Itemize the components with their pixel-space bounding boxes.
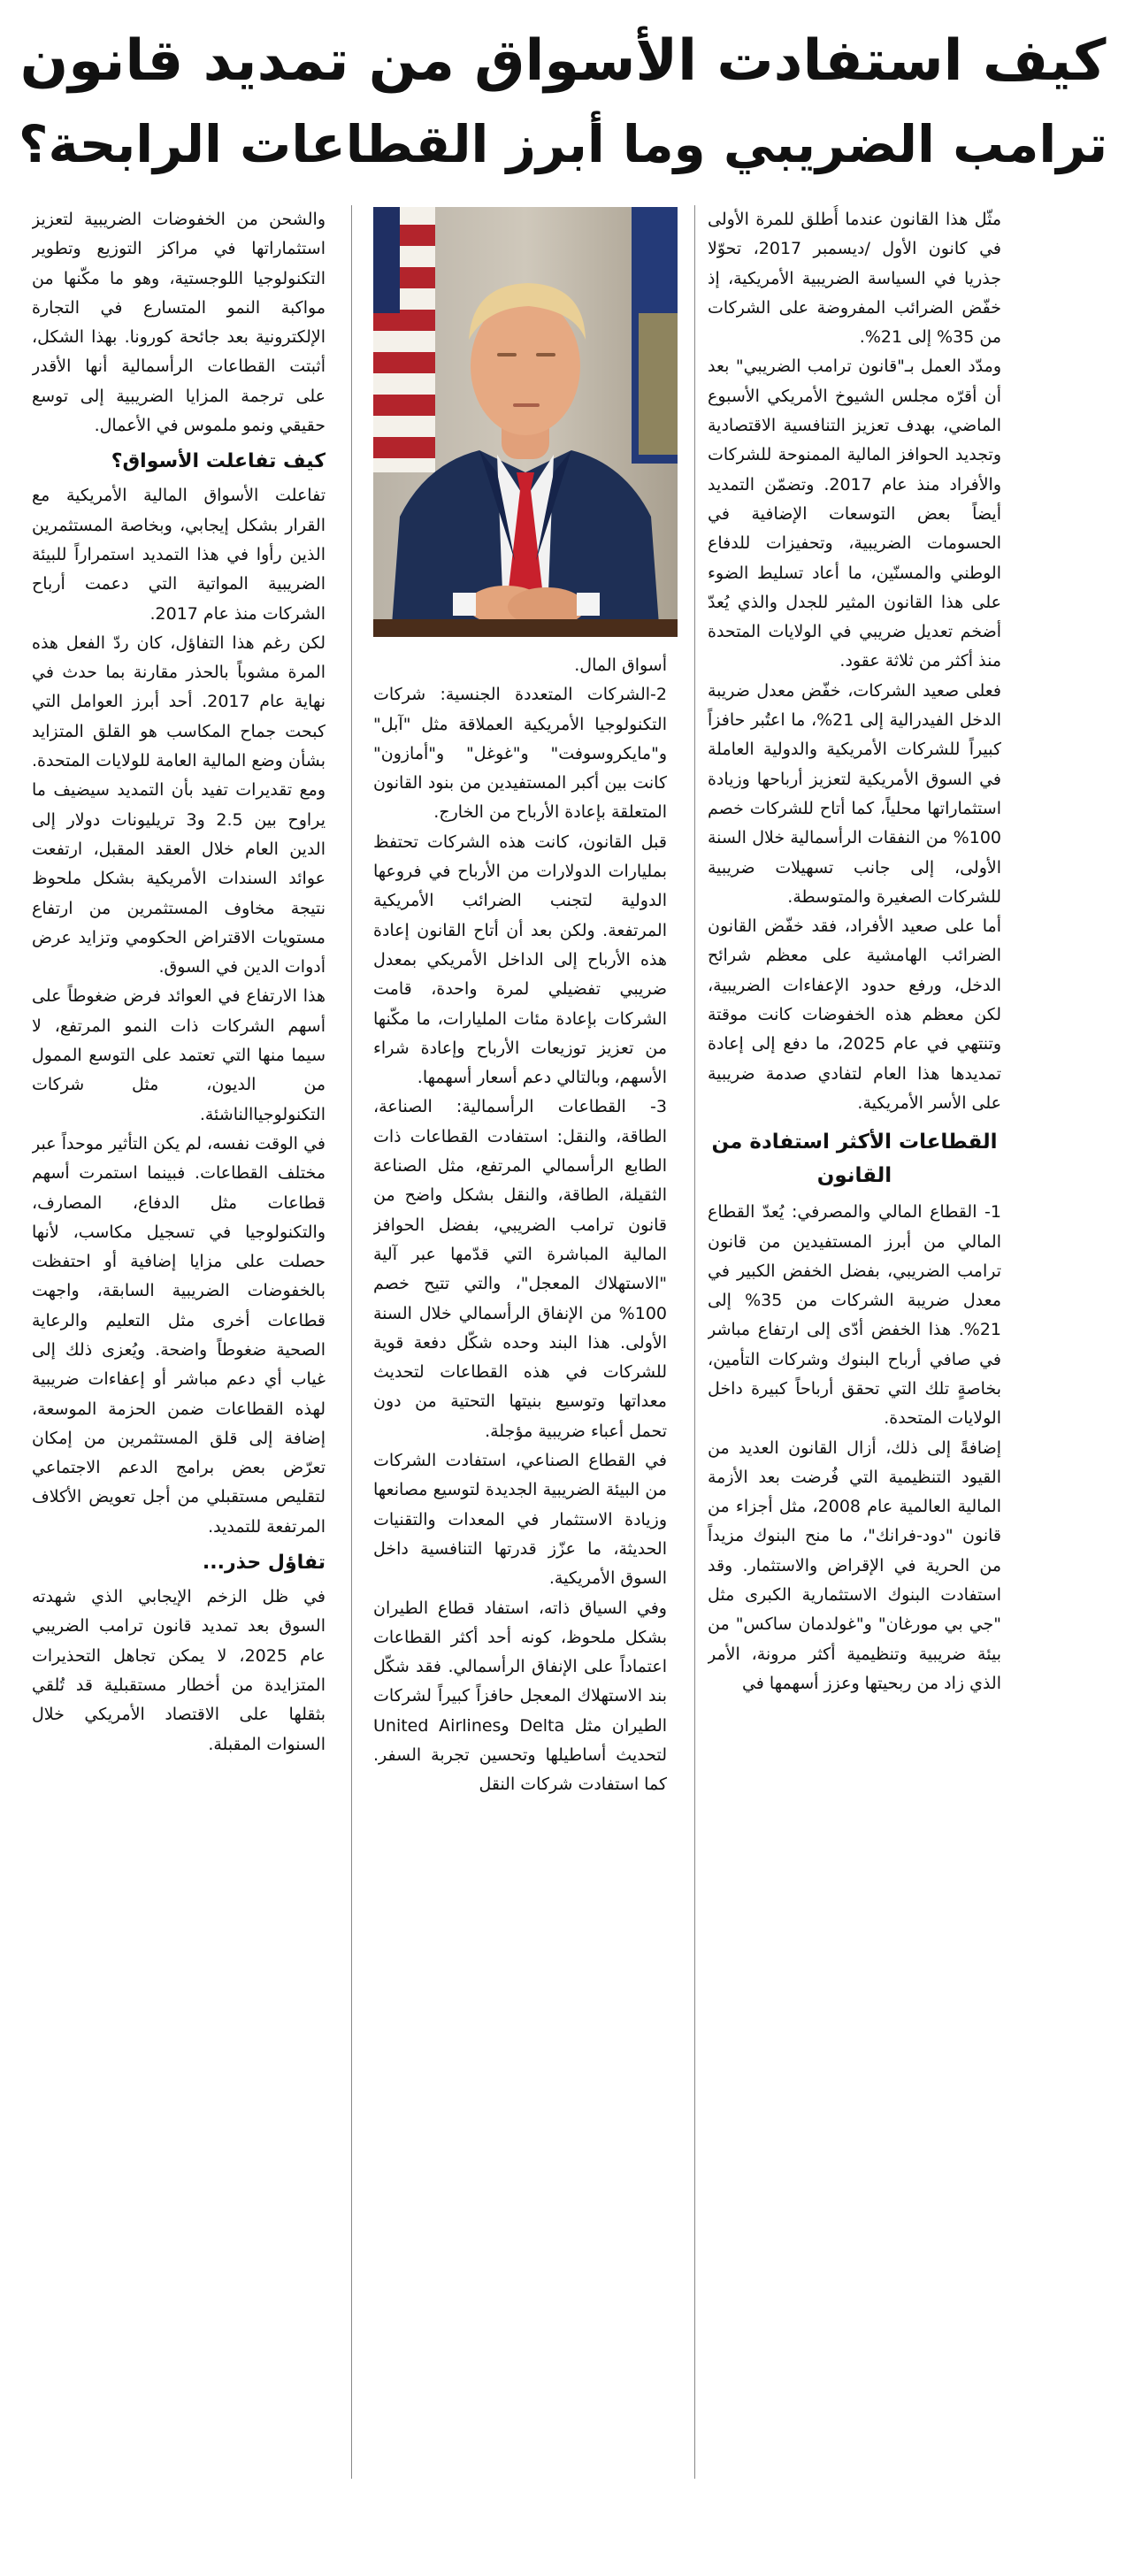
section-heading: كيف تفاعلت الأسواق؟ — [111, 450, 326, 473]
article-paragraph: 1- القطاع المالي والمصرفي: يُعدّ القطاع المالي من أبرز المستفيدين من قانون ترامب الضريبي، بفضل الخفض الكبير في معدل ضريبة الشركات من 35% إلى 21%. هذا الخفض أدّى إلى ارتفاع مباشر في صافي أرباح البنوك وشركات التأمين، بخاصةٍ تلك التي تحقق أرباحاً كبيرة داخل الولايات المتحدة. — [708, 1202, 1001, 1429]
article-paragraph: تفاعلت الأسواق المالية الأمريكية مع القرار بشكل إيجابي، وبخاصة المستثمرين الذين رأوا في هذا التمديد استمراراً للبيئة الضريبية المواتية التي دعمت أرباح الشركات منذ عام 2017. — [32, 486, 326, 624]
column-divider-left — [351, 205, 352, 2479]
section-heading: تفاؤل حذر... — [202, 1552, 326, 1575]
article-paragraph: أما على صعيد الأفراد، فقد خفّض القانون الضرائب الهامشية على معظم شرائح الدخل، ورفع حدود الإعفاءات الضريبية، لكن معظم هذه الخفوضات كانت موقتة وتنتهي في عام 2025، ما دفع إلى إعادة تمديدها هذا العام لتفادي صدمة ضريبية على الأسر الأمريكية. — [708, 916, 1001, 1113]
article-column-middle — [373, 651, 667, 2574]
article-paragraph: 3- القطاعات الرأسمالية: الصناعة، الطاقة، والنقل: استفادت القطاعات ذات الطابع الرأسمالي المرتفع، مثل الصناعة الثقيلة، الطاقة، والنقل بشكل واضح من قانون ترامب الضريبي، بفضل الحوافز المالية المباشرة التي قدّمها عبر آلية "الاستهلاك المعجل"، والتي تتيح خصم 100% من الإنفاق الرأسمالي خلال السنة الأولى. هذا البند وحده شكّل دفعة قوية للشركات في هذه القطاعات لتحديث معداتها وتوسيع بنيتها التحتية من دون تحمل أعباء ضريبية مؤجلة. — [373, 1097, 667, 1441]
article-paragraph: مثّل هذا القانون عندما أُطلق للمرة الأولى في كانون الأول /ديسمبر 2017، تحوّلا جذريا في السياسة الضريبية الأمريكية، إذ خفّض الضرائب المفروضة على الشركات من 35% إلى 21%. — [708, 210, 1001, 348]
headline-line-1: كيف استفادت الأسواق من تمديد قانون — [19, 28, 1107, 94]
column-divider-right — [694, 205, 695, 2479]
article-column-right — [708, 205, 1001, 2576]
article-paragraph: في الوقت نفسه، لم يكن التأثير موحداً عبر مختلف القطاعات. فبينما استمرت أسهم قطاعات مثل الدفاع، المصارف، والتكنولوجيا في تسجيل مكاسب، لأنها حصلت على مزايا إضافية أو احتفظت بالخفوضات الضريبية السابقة، واجهت قطاعات أخرى مثل التعليم والرعاية الصحية ضغوطاً واضحة. ويُعزى ذلك إلى غياب أي دعم مباشر أو إعفاءات ضريبية لهذه القطاعات ضمن الحزمة الموسعة، إضافة إلى قلق المستثمرين من إمكان تعرّض بعض برامج الدعم الاجتماعي لتقليص مستقبلي من أجل تعويض الأكلاف المرتفعة للتمديد. — [32, 1133, 326, 1537]
section-heading: القطاعات الأكثر استفادة من القانون — [711, 1131, 998, 1188]
article-paragraph: وفي السياق ذاته، استفاد قطاع الطيران بشكل ملحوظ، كونه أحد أكثر القطاعات اعتماداً على الإنفاق الرأسمالي. فقد شكّل بند الاستهلاك المعجل حافزاً كبيراً لشركات الطيران مثل Delta وUnited Airlines لتحديث أساطيلها وتحسين تجربة السفر. كما استفادت شركات النقل — [373, 1598, 667, 1795]
article-paragraph: فعلى صعيد الشركات، خفّض معدل ضريبة الدخل الفيدرالية إلى 21%، ما اعتُبر حافزاً كبيراً للشركات الأمريكية والدولية العاملة في السوق الأمريكية لتعزيز أرباحها وزيادة استثماراتها محلياً، كما أتاح للشركات خصم 100% من النفقات الرأسمالية خلال السنة الأولى، إلى جانب تسهيلات ضريبية للشركات الصغيرة والمتوسطة. — [708, 680, 1001, 907]
article-paragraph: في القطاع الصناعي، استفادت الشركات من البيئة الضريبية الجديدة لتوسيع مصانعها وزيادة الاستثمار في المعدات والتقنيات الحديثة، ما عزّز قدرتها التنافسية داخل السوق الأمريكية. — [373, 1451, 667, 1589]
article-paragraph: هذا الارتفاع في العوائد فرض ضغوطاً على أسهم الشركات ذات النمو المرتفع، لا سيما منها التي تعتمد على التوسع الممول من الديون، مثل شركات التكنولوجياالناشئة. — [32, 986, 326, 1124]
article-paragraph: إضافةً إلى ذلك، أزال القانون العديد من القيود التنظيمية التي فُرضت بعد الأزمة المالية العالمية عام 2008، مثل أجزاء من قانون "دود-فرانك"، ما منح البنوك مزيداً من الحرية في الإقراض والاستثمار. وقد استفادت البنوك الاستثمارية الكبرى مثل "جي بي مورغان" و"غولدمان ساكس" من بيئة ضريبية وتنظيمية أكثر مرونة، الأمر الذي زاد من ربحيتها وعزز أسهمها في — [708, 1438, 1001, 1693]
article-paragraph: ومدّد العمل بـ"قانون ترامب الضريبي" بعد أن أقرّه مجلس الشيوخ الأمريكي الأسبوع الماضي، بهدف تعزيز التنافسية الاقتصادية وتجديد الحوافز المالية الممنوحة للشركات والأفراد منذ عام 2017. وتضمّن التمديد أيضاً بعض التوسعات الإضافية في الحسومات الضريبية، وتحفيزات للدفاع الوطني والمسنّين، ما أعاد تسليط الضوء على هذا القانون المثير للجدل والذي يُعدّ أضخم تعديل ضريبي في الولايات المتحدة منذ أكثر من ثلاثة عقود. — [708, 356, 1001, 671]
article-paragraph: قبل القانون، كانت هذه الشركات تحتفظ بمليارات الدولارات من الأرباح في فروعها الدولية لتجنب الضرائب الأمريكية المرتفعة. ولكن بعد أن أتاح القانون إعادة هذه الأرباح إلى الداخل الأمريكي بمعدل ضريبي تفضيلي لمرة واحدة، قامت الشركات بإعادة مئات المليارات، ما مكّنها من تعزيز توزيعات الأرباح وإعادة شراء الأسهم، وبالتالي دعم أسعار أسهمها. — [373, 832, 667, 1088]
article-paragraph: 2-الشركات المتعددة الجنسية: شركات التكنولوجيا الأمريكية العملاقة مثل "آبل" و"مايكروسوفت" و"غوغل" و"أمازون" كانت بين أكبر المستفيدين من بنود القانون المتعلقة بإعادة الأرباح من الخارج. — [373, 685, 667, 823]
article-paragraph: والشحن من الخفوضات الضريبية لتعزيز استثماراتها في مراكز التوزيع وتطوير التكنولوجيا اللوجستية، وهو ما مكّنها من مواكبة النمو المتسارع في التجارة الإلكترونية بعد جائحة كورونا. بهذا الشكل، أثبتت القطاعات الرأسمالية أنها الأقدر على ترجمة المزايا الضريبية إلى توسع حقيقي ونمو ملموس في الأعمال. — [32, 210, 326, 436]
headline-line-2: ترامب الضريبي وما أبرز القطاعات الرابحة؟ — [18, 114, 1108, 174]
article-column-left — [32, 205, 326, 2505]
portrait-photo — [373, 207, 678, 637]
article-paragraph: في ظل الزخم الإيجابي الذي شهدته السوق بعد تمديد قانون ترامب الضريبي عام 2025، لا يمكن تجاهل التحذيرات المتزايدة من أخطار مستقبلية قد تُلقي بثقلها على الاقتصاد الأمريكي خلال السنوات المقبلة. — [32, 1587, 326, 1754]
article-paragraph: لكن رغم هذا التفاؤل، كان ردّ الفعل هذه المرة مشوباً بالحذر مقارنة بما حدث في نهاية عام 2017. أحد أبرز العوامل التي كبحت جماح المكاسب هو القلق المتزايد بشأن وضع المالية العامة للولايات المتحدة. ومع تقديرات تفيد بأن التمديد سيضيف ما يراوح بين 2.5 و3 تريليونات دولار إلى الدين العام خلال العقد المقبل، ارتفعت عوائد السندات الأمريكية بشكل ملحوظ نتيجة مخاوف المستثمرين من ارتفاع مستويات الاقتراض الحكومي وتزايد عرض أدوات الدين في السوق. — [32, 632, 326, 978]
article-paragraph: أسواق المال. — [574, 656, 667, 675]
